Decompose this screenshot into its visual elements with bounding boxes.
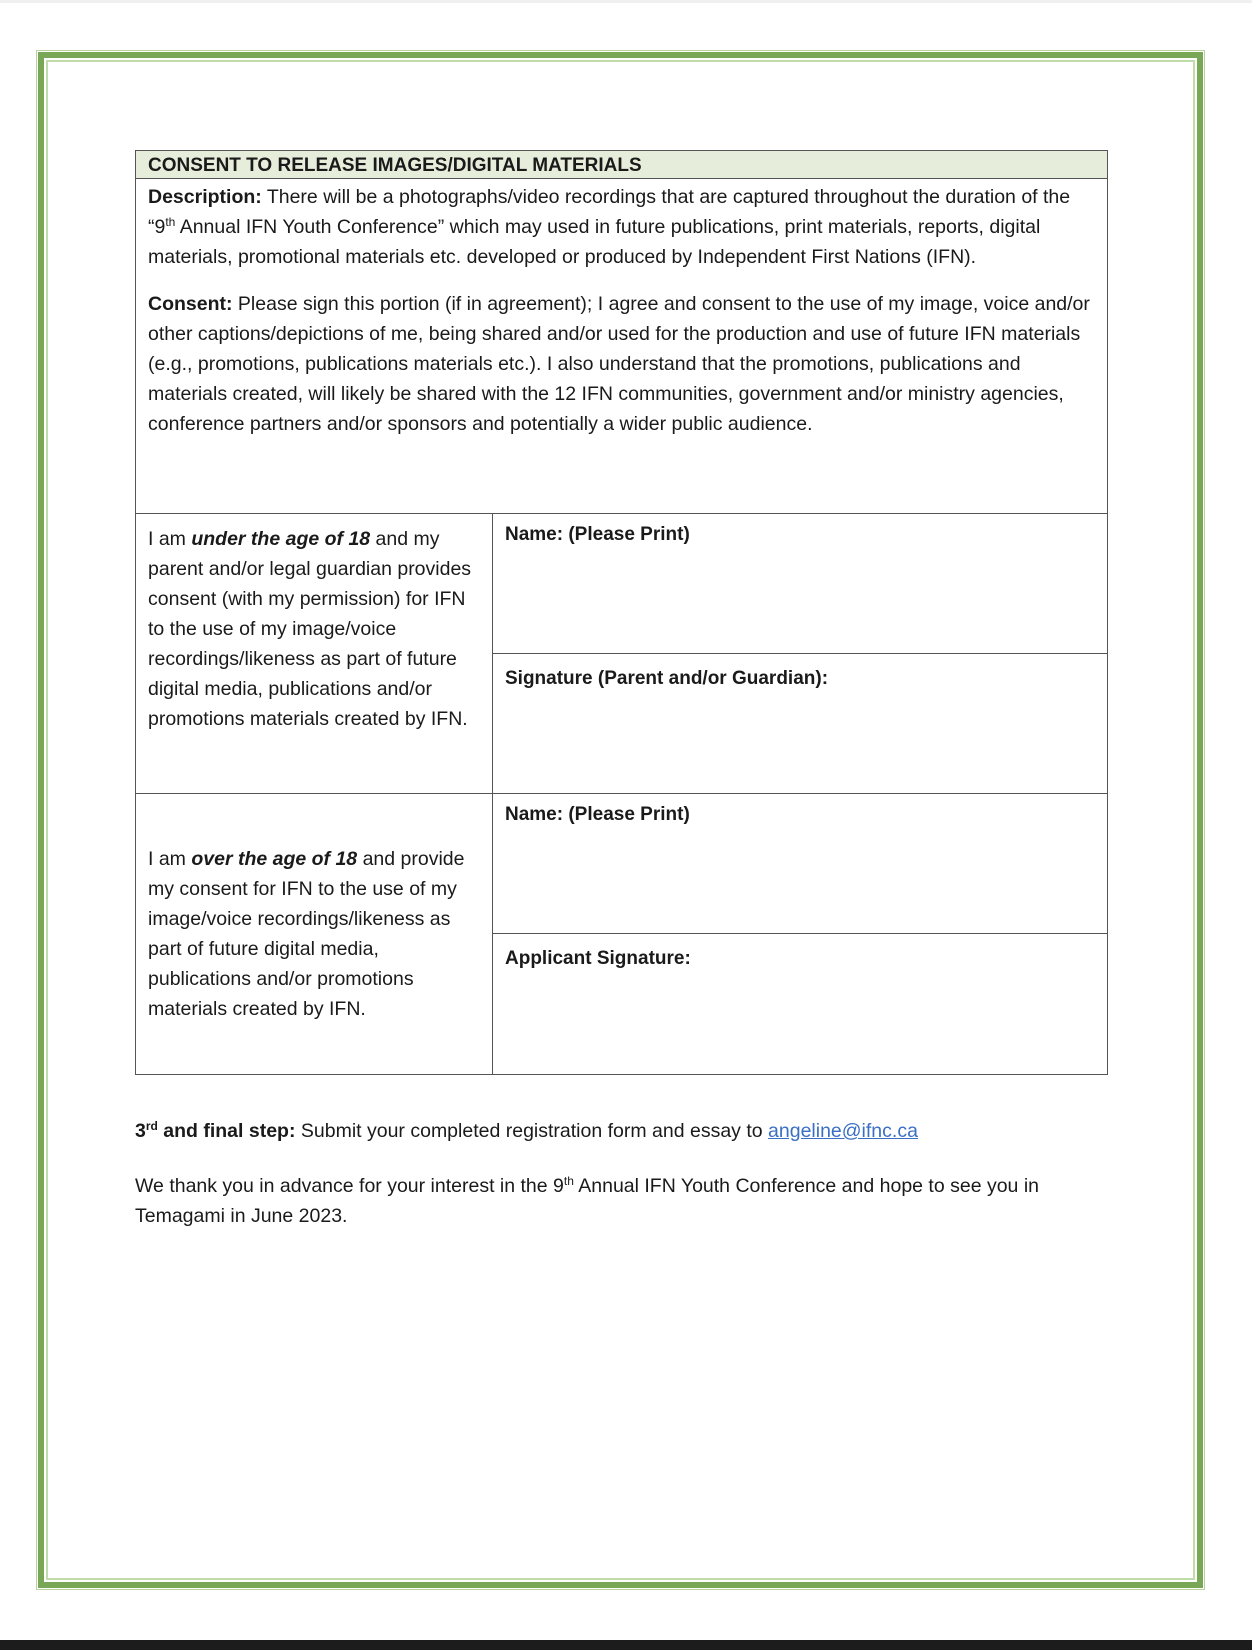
guardian-signature-label: Signature (Parent and/or Guardian): [505, 668, 829, 689]
statement-prefix: I am [148, 528, 192, 550]
description-text-1: There will be a photographs/video recordings that are captured throughout the duration of the “9 [148, 186, 1071, 238]
consent-paragraph [148, 289, 1093, 439]
statement-suffix: and provide my consent for IFN to the use of my image/voice recordings/likeness as part of future digital media, publications and/or promotions materials created by IFN. [148, 848, 465, 1020]
statement-suffix: and my parent and/or legal guardian provides consent (with my permission) for IFN to the use of my image/voice recordings/likeness as part of future digital media, publications and/or promotions materials created by IFN. [148, 528, 472, 730]
thank-you-text [135, 1171, 1095, 1231]
consent-label: Consent: [148, 293, 233, 315]
over-18-row [136, 794, 1107, 1074]
thanks-sup: th [563, 1174, 574, 1188]
under-18-row [136, 514, 1107, 794]
guardian-name-label: Name: (Please Print) [505, 524, 690, 545]
description-paragraph [148, 182, 1093, 272]
step-sup: rd [145, 1119, 158, 1133]
description-label: Description: [148, 186, 262, 208]
statement-emphasis: under the age of 18 [191, 528, 371, 550]
step-number: 3 [135, 1120, 146, 1142]
thanks-text-1: We thank you in advance for your interest in the 9 [135, 1175, 564, 1197]
bottom-bar [0, 1640, 1252, 1650]
step-label: and final step: [157, 1120, 296, 1142]
email-link[interactable]: angeline@ifnc.ca [768, 1120, 918, 1142]
consent-table [135, 150, 1108, 1075]
step-text: Submit your completed registration form and essay to [295, 1120, 769, 1142]
consent-table-title: CONSENT TO RELEASE IMAGES/DIGITAL MATERIALS [136, 151, 1107, 179]
over-18-statement [136, 794, 493, 1074]
description-text-2: Annual IFN Youth Conference” which may used in future publications, print materials, reports, digital materials, promotional materials etc. developed or produced by Independent First Nations (IFN). [148, 216, 1041, 268]
over-18-fields [493, 794, 1107, 1074]
under-18-fields [493, 514, 1107, 793]
applicant-signature-field[interactable] [493, 934, 1107, 1074]
applicant-signature-label: Applicant Signature: [505, 948, 691, 969]
guardian-name-field[interactable] [493, 514, 1107, 654]
final-step-instruction [135, 1116, 1095, 1146]
statement-emphasis: over the age of 18 [191, 848, 358, 870]
guardian-signature-field[interactable] [493, 654, 1107, 793]
applicant-name-field[interactable] [493, 794, 1107, 934]
applicant-name-label: Name: (Please Print) [505, 804, 690, 825]
consent-description-cell [136, 179, 1107, 514]
statement-prefix: I am [148, 848, 192, 870]
under-18-statement [136, 514, 493, 793]
consent-text: Please sign this portion (if in agreement); I agree and consent to the use of my image, voice and/or other captions/depictions of me, being shared and/or used for the production and use of future IFN materials (e.g., promotions, publications materials etc.). I also understand that the promotions, publications and materials created, will likely be shared with the 12 IFN communities, government and/or ministry agencies, conference partners and/or sponsors and potentially a wider public audience. [148, 293, 1090, 435]
top-strip [0, 0, 1252, 3]
thanks-text-2: Annual IFN Youth Conference and hope to see you in Temagami in June 2023. [135, 1175, 1040, 1227]
description-sup: th [165, 215, 176, 229]
